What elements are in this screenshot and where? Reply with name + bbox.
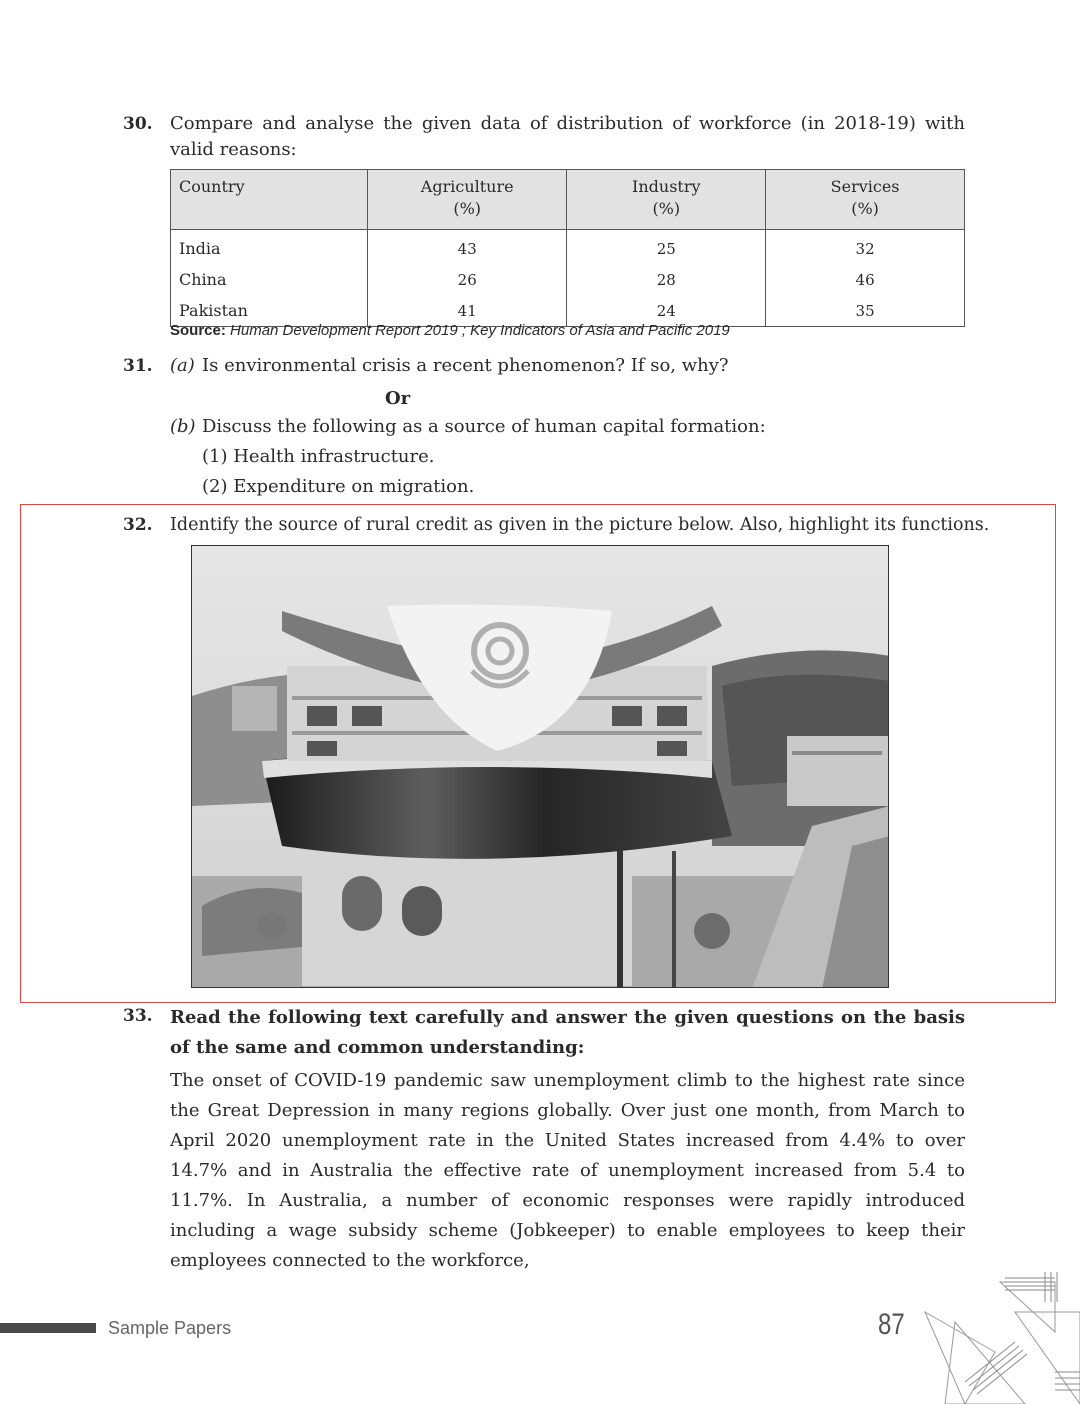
table-cell: 41 (368, 295, 567, 327)
question-text: Identify the source of rural credit as given in the picture below. Also, highlight its functions. (170, 515, 990, 535)
header-agriculture: Agriculture (%) (368, 170, 567, 230)
nabard-building-photo (191, 545, 889, 988)
question-number: 33. (123, 1006, 153, 1026)
part-b-marker: (b) (170, 416, 196, 437)
header-country: Country (171, 170, 368, 230)
table-cell: Pakistan (171, 295, 368, 327)
table-row (171, 230, 965, 265)
table-cell: 43 (368, 230, 567, 265)
question-30 (0, 111, 1080, 161)
page-number: 87 (878, 1308, 905, 1341)
question-number: 31. (123, 356, 153, 376)
passage-text: The onset of COVID-19 pandemic saw unemployment climb to the highest rate since the Great Depression in many regions globally. Over just one month, from March to April 2020 unemployment rate in the United States increased from 4.4% to over 14.7% and in Australia the effective rate of unemployment increased from 5.4 to 11.7%. In Australia, a number of economic responses were rapidly introduced including a wage subsidy scheme (Jobkeeper) to enable employees to keep their employees connected to the workforce, (170, 1070, 965, 1271)
question-heading: Read the following text carefully and answer the given questions on the basis of the same and common understanding: (170, 1007, 965, 1058)
question-number: 30. (123, 114, 153, 134)
table-cell: 24 (567, 295, 766, 327)
header-services: Services (%) (766, 170, 965, 230)
table-cell: 28 (567, 264, 766, 295)
question-text: Compare and analyse the given data of distribution of workforce (in 2018-19) with valid reasons: (170, 113, 965, 160)
table-cell: China (171, 264, 368, 295)
table-header-row (171, 170, 965, 230)
list-item: (1) Health infrastructure. (202, 446, 435, 467)
question-31 (0, 353, 1080, 503)
or-separator: Or (385, 388, 411, 409)
table-source (170, 322, 730, 339)
workforce-table (170, 169, 965, 327)
table-cell: India (171, 230, 368, 265)
building-photo-illustration (192, 546, 889, 988)
footer-label: Sample Papers (108, 1318, 232, 1338)
table-cell: 32 (766, 230, 965, 265)
question-33 (0, 1003, 1080, 1063)
source-text: Human Development Report 2019 ; Key Indicators of Asia and Pacific 2019 (230, 322, 730, 339)
table-cell: 26 (368, 264, 567, 295)
question-number: 32. (123, 515, 153, 535)
table-cell: 35 (766, 295, 965, 327)
table-cell: 25 (567, 230, 766, 265)
decorative-triangles (905, 1272, 1080, 1404)
list-item: (2) Expenditure on migration. (202, 476, 475, 497)
part-a-text: Is environmental crisis a recent phenomenon? If so, why? (202, 355, 729, 376)
header-industry: Industry (%) (567, 170, 766, 230)
question-32 (0, 512, 1080, 540)
part-b-text: Discuss the following as a source of human capital formation: (202, 416, 766, 437)
source-label: Source: (170, 322, 226, 339)
part-a-marker: (a) (170, 355, 195, 376)
footer-bar (0, 1323, 96, 1333)
table-cell: 46 (766, 264, 965, 295)
table-row (171, 264, 965, 295)
